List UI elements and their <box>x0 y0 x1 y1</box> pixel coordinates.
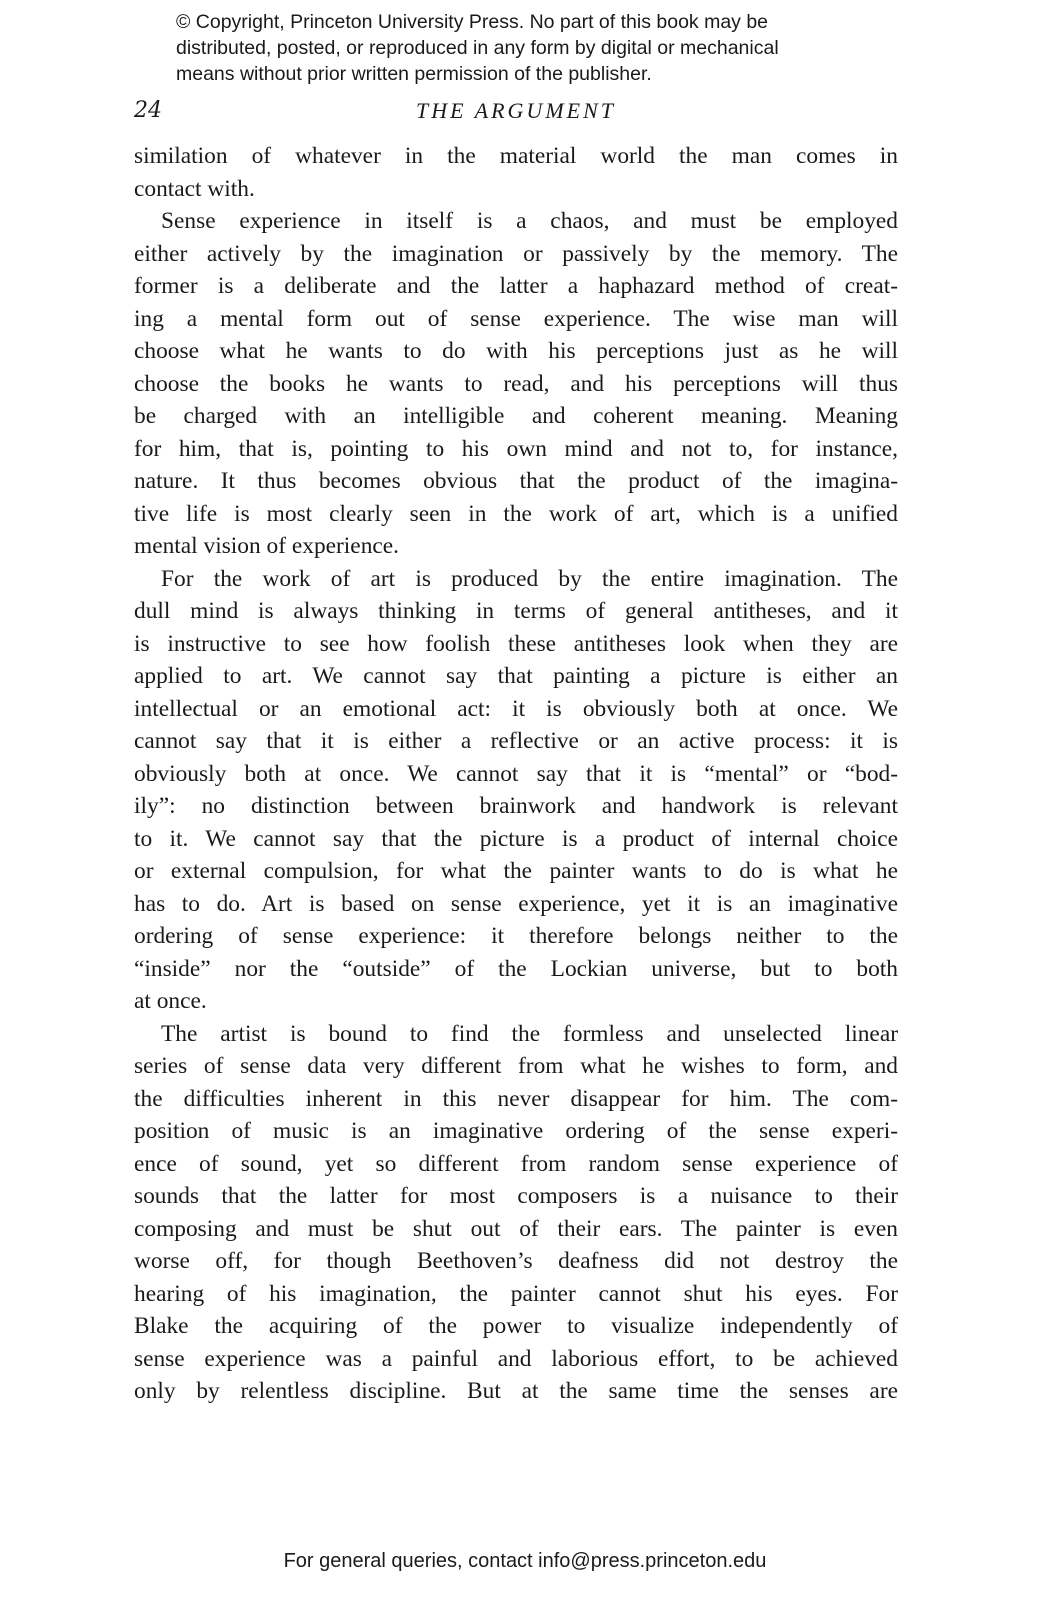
text-line: choose the books he wants to read, and his perceptions will thus <box>134 370 898 397</box>
text-line: ordering of sense experience: it therefore belongs neither to the <box>134 923 898 949</box>
text-line: series of sense data very different from what he wishes to form, and <box>134 1053 898 1079</box>
text-line: applied to art. We cannot say that painting a picture is either an <box>134 663 898 689</box>
text-line: position of music is an imaginative ordering of the sense experi- <box>134 1118 898 1144</box>
text-line: nature. It thus becomes obvious that the product of the imagina- <box>134 468 898 494</box>
text-line: at once. <box>134 988 207 1014</box>
copyright-line: means without prior written permission of the publisher. <box>176 63 652 85</box>
text-line: Sense experience in itself is a chaos, and must be employed <box>161 208 898 234</box>
text-line: hearing of his imagination, the painter cannot shut his eyes. For <box>134 1280 898 1307</box>
text-line: either actively by the imagination or passively by the memory. The <box>134 240 898 267</box>
text-line: similation of whatever in the material world the man comes in <box>134 143 898 169</box>
text-line: Blake the acquiring of the power to visualize independently of <box>134 1313 898 1339</box>
text-line: “inside” nor the “outside” of the Lockian universe, but to both <box>134 955 898 982</box>
text-line: worse off, for though Beethoven’s deafness did not destroy the <box>134 1248 898 1274</box>
text-line: obviously both at once. We cannot say that it is “mental” or “bod- <box>134 760 898 787</box>
text-line: composing and must be shut out of their ears. The painter is even <box>134 1215 898 1242</box>
text-line: for him, that is, pointing to his own mind and not to, for instance, <box>134 435 898 462</box>
text-line: or external compulsion, for what the painter wants to do is what he <box>134 858 898 884</box>
copyright-line: distributed, posted, or reproduced in any form by digital or mechanical <box>176 37 779 59</box>
body-text <box>134 140 898 1408</box>
text-line: is instructive to see how foolish these antitheses look when they are <box>134 630 898 657</box>
text-line: tive life is most clearly seen in the work of art, which is a unified <box>134 500 898 527</box>
text-line: sounds that the latter for most composers is a nuisance to their <box>134 1183 898 1209</box>
text-line: cannot say that it is either a reflective or an active process: it is <box>134 728 898 754</box>
footer-contact: For general queries, contact info@press.princeton.edu <box>283 1550 767 1572</box>
text-line: sense experience was a painful and laborious effort, to be achieved <box>134 1345 898 1372</box>
text-line: be charged with an intelligible and coherent meaning. Meaning <box>134 403 898 429</box>
copyright-line: © Copyright, Princeton University Press. No part of this book may be <box>176 11 769 33</box>
text-line: has to do. Art is based on sense experience, yet it is an imaginative <box>134 890 898 917</box>
text-line: mental vision of experience. <box>134 533 399 559</box>
text-line: contact with. <box>134 175 255 202</box>
text-line: The artist is bound to find the formless and unselected linear <box>161 1020 898 1047</box>
text-line: For the work of art is produced by the entire imagination. The <box>161 565 898 592</box>
text-line: ily”: no distinction between brainwork and handwork is relevant <box>134 793 898 819</box>
text-line: intellectual or an emotional act: it is obviously both at once. We <box>134 695 898 722</box>
text-line: choose what he wants to do with his perceptions just as he will <box>134 338 898 364</box>
running-head: THE ARGUMENT <box>416 98 616 123</box>
copyright-notice <box>176 9 936 87</box>
text-line: to it. We cannot say that the picture is a product of internal choice <box>134 825 898 852</box>
text-line: only by relentless discipline. But at the same time the senses are <box>134 1378 898 1404</box>
text-line: ence of sound, yet so different from random sense experience of <box>134 1150 898 1177</box>
page-number: 24 <box>134 98 162 123</box>
text-line: the difficulties inherent in this never disappear for him. The com- <box>134 1085 898 1112</box>
text-line: dull mind is always thinking in terms of general antitheses, and it <box>134 598 898 624</box>
text-line: former is a deliberate and the latter a haphazard method of creat- <box>134 273 898 299</box>
text-line: ing a mental form out of sense experience. The wise man will <box>134 305 898 332</box>
